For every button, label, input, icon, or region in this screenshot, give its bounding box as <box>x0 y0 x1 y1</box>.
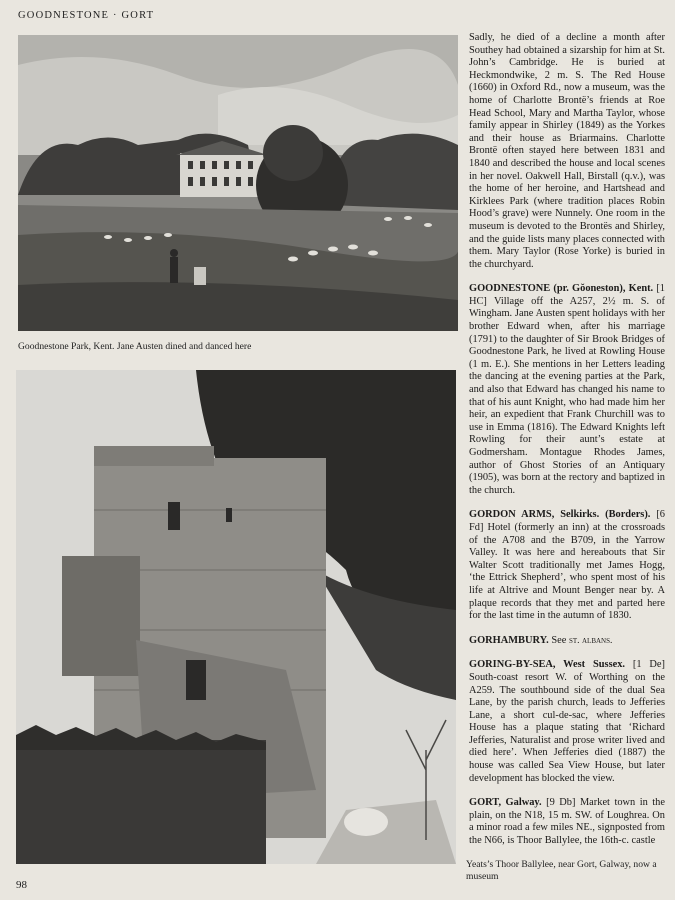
entry-heading: GORING-BY-SEA, West Sussex. <box>469 659 626 671</box>
park-caption: Goodnestone Park, Kent. Jane Austen dined and danced here <box>18 341 252 352</box>
entry-body: [1 HC] Village off the A257, 2½ m. S. of Wingham. Jane Austen spent holidays with her brother Edward when, after his marriage (1791) to the daughter of Sir Brook Bridges of Goodnestone Park, he lived at Rowling House (1 m. E.). She mentions in her Letters leading the dancing at the evening parties at the Park, and also that Edward has changed his name to that of his aunt Knight, who had made him her heir, an expedient that Frank Churchill was to use in Emma (1816). The Edward Knights left Rowling for their aunt’s estate at Godmersham. Montague Rhodes James, author of Ghost Stories of an Antiquary (1905), was born at the rectory and baptized in the church. <box>469 283 665 496</box>
entry-continued-text: Sadly, he died of a decline a month after Southey had obtained a sizarship for him at St. John’s Cambridge. He is buried at Heckmondwike, 2 m. S. The Red House (1660) in Oxford Rd., now a museum, was the home of Charlotte Brontë’s friends at Roe Head School, Mary and Martha Taylor, whose family appear in Shirley (1849) as the Yorkes and their house as Briarmains. Charlotte Brontë often stayed here between 1831 and 1840 and described the house and local scenes in her novel. Oakwell Hall, Birstall (q.v.), was the home of her heroine, and Hartshead and Kirklees Park (where tradition places Robin Hood’s grave) were Nunnely. One room in the museum is devoted to the Brontës and Shirley, and the guide lists many places connected with them. Mary Taylor (Rose Yorke) is buried in the churchyard. <box>469 32 665 270</box>
entry-heading: GOODNESTONE (pr. Gŏoneston), Kent. <box>469 283 654 295</box>
tower-caption: Yeats’s Thoor Ballylee, near Gort, Galway, now a museum <box>466 859 657 882</box>
goodnestone-park-engraving <box>18 35 458 331</box>
cross-reference: st. albans. <box>569 634 613 646</box>
entry-body: [1 De] South-coast resort W. of Worthing on the A259. The southbound side of the dual Sea Lane, by the parish church, leads to Jefferies Lane, a short cul-de-sac, where Jefferies House has a plaque stating that ‘Richard Jefferies, Naturalist and prose writer lived and died here’. When Jefferies died (1887) the house was called Sea View House, but later development has blocked the view. <box>469 659 665 784</box>
gazetteer-column <box>469 32 665 860</box>
entry-goodnestone <box>469 283 665 497</box>
entry-heading: GORT, Galway. <box>469 797 542 809</box>
entry-gorhambury <box>469 635 665 648</box>
entry-heading: GORDON ARMS, Selkirks. (Borders). <box>469 509 651 521</box>
entry-heading: GORHAMBURY. <box>469 634 549 646</box>
entry-goring-by-sea <box>469 659 665 785</box>
thoor-ballylee-photograph <box>16 370 456 864</box>
running-head: GOODNESTONE · GORT <box>18 10 155 21</box>
page-number: 98 <box>16 879 27 891</box>
entry-body: [9 Db] Market town in the plain, on the N18, 15 m. SW. of Loughrea. On a minor road a few miles NE., signposted from the N66, is Thoor Ballylee, the 16th-c. castle <box>469 797 665 847</box>
entry-see: See <box>551 634 567 646</box>
entry-body: [6 Fd] Hotel (formerly an inn) at the crossroads of the A708 and the B709, in the Yarrow Valley. It was here and hereabouts that Sir Walter Scott traditionally met James Hogg, ‘the Ettrick Shepherd’, who spent most of his life at Altrive and Mount Benger near by. A plaque records that they met and parted here for the last time in the autumn of 1830. <box>469 509 665 622</box>
entry-gort <box>469 797 665 847</box>
entry-gordon-arms <box>469 509 665 622</box>
